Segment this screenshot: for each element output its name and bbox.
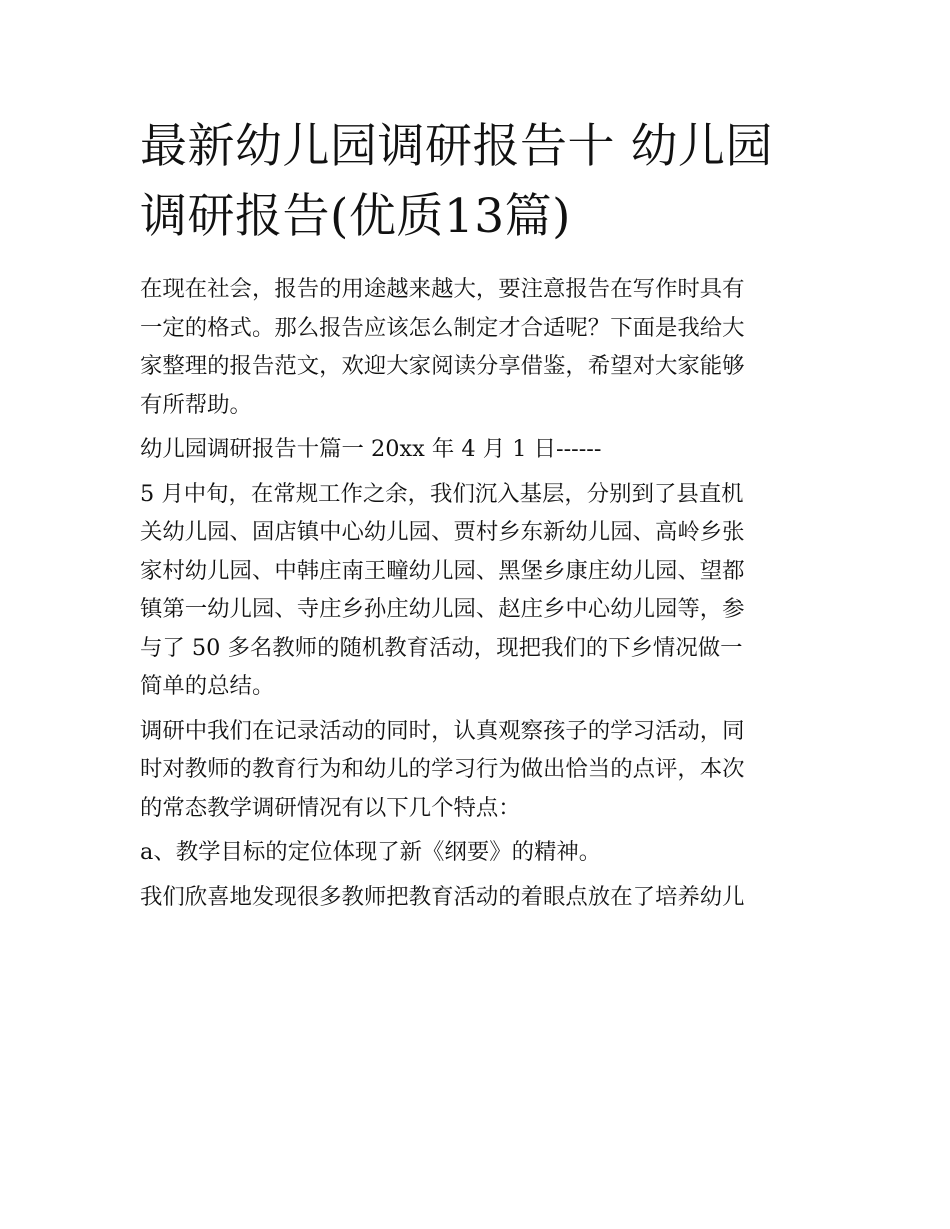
body-paragraph-2	[140, 712, 812, 828]
text-line: 我们欣喜地发现很多教师把教育活动的着眼点放在了培养幼儿	[140, 883, 745, 910]
text-line: 调研中我们在记录活动的同时，认真观察孩子的学习活动，同	[140, 717, 745, 744]
point-a-paragraph	[140, 833, 812, 872]
body-paragraph-3	[140, 878, 812, 917]
title-line-2: 调研报告(优质13篇)	[140, 189, 571, 244]
text-line: 家整理的报告范文，欢迎大家阅读分享借鉴，希望对大家能够	[140, 353, 745, 379]
section-heading-paragraph	[140, 430, 812, 469]
text-line: 镇第一幼儿园、寺庄乡孙庄幼儿园、赵庄乡中心幼儿园等，参	[140, 596, 745, 622]
text-line: 时对教师的教育行为和幼儿的学习行为做出恰当的点评，本次	[140, 756, 745, 782]
text-line: 与了 50 多名教师的随机教育活动，现把我们的下乡情况做一	[140, 634, 743, 661]
text-line: 在现在社会，报告的用途越来越大，要注意报告在写作时具有	[140, 276, 745, 302]
intro-paragraph	[140, 270, 812, 424]
document-title	[140, 112, 812, 252]
text-line: 一定的格式。那么报告应该怎么制定才合适呢？下面是我给大	[140, 314, 745, 341]
document-page	[140, 112, 812, 918]
text-line: 有所帮助。	[140, 391, 252, 418]
text-line: 5 月中旬，在常规工作之余，我们沉入基层，分别到了县直机	[140, 480, 744, 507]
text-line: 的常态教学调研情况有以下几个特点：	[140, 794, 521, 821]
text-line: 家村幼儿园、中韩庄南王疃幼儿园、黑堡乡康庄幼儿园、望都	[140, 557, 745, 584]
text-line: a、教学目标的定位体现了新《纲要》的精神。	[140, 839, 602, 865]
text-line: 幼儿园调研报告十篇一 20xx 年 4 月 1 日------	[140, 436, 602, 462]
text-line: 关幼儿园、固店镇中心幼儿园、贾村乡东新幼儿园、高岭乡张	[140, 519, 745, 545]
body-paragraph-1	[140, 475, 812, 706]
title-line-1: 最新幼儿园调研报告十 幼儿园	[140, 119, 773, 174]
text-line: 简单的总结。	[140, 673, 275, 699]
